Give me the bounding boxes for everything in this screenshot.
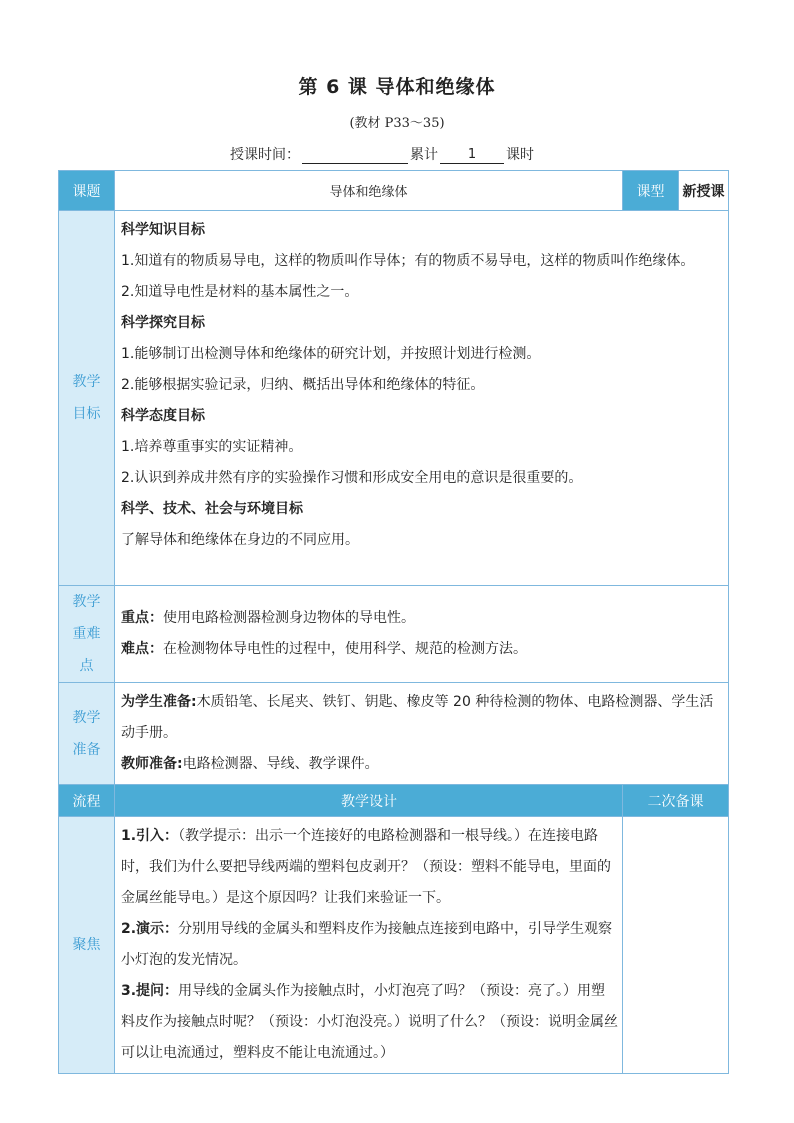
total-value: 1 bbox=[440, 147, 504, 164]
focus-step: 3.提问：用导线的金属头作为接触点时，小灯泡亮了吗？（预设：亮了。）用塑料皮作为接触点时呢？（预设：小灯泡没亮。）说明了什么？（预设：说明金属丝可以让电流通过，塑料皮不能让电流通过。） bbox=[121, 983, 618, 1061]
goal-heading: 科学探究目标 bbox=[121, 315, 205, 331]
revision-cell bbox=[623, 817, 729, 1074]
focus-step: 2.演示：分别用导线的金属头和塑料皮作为接触点连接到电路中，引导学生观察小灯泡的发光情况。 bbox=[121, 921, 613, 968]
keypoints-label: 教学重难点 bbox=[59, 586, 115, 683]
key-point: 重点：使用电路检测器检测身边物体的导电性。 bbox=[121, 610, 415, 626]
lesson-title: 第 6 课 导体和绝缘体 bbox=[298, 76, 496, 98]
flow-header-row bbox=[59, 785, 729, 817]
goal-heading: 科学知识目标 bbox=[121, 222, 205, 238]
goals-content bbox=[115, 211, 729, 586]
unit-label: 课时 bbox=[506, 147, 534, 163]
prep-content bbox=[115, 683, 729, 785]
textbook-pages: (教材 P33～35) bbox=[349, 116, 445, 131]
keypoints-content bbox=[115, 586, 729, 683]
total-label: 累计 bbox=[410, 147, 438, 163]
type-label: 课型 bbox=[623, 171, 679, 211]
type-value: 新授课 bbox=[679, 171, 729, 211]
goal-item: 2.知道导电性是材料的基本属性之一。 bbox=[121, 284, 359, 300]
goal-item: 2.认识到养成井然有序的实验操作习惯和形成安全用电的意识是很重要的。 bbox=[121, 470, 583, 486]
focus-step: 1.引入：（教学提示：出示一个连接好的电路检测器和一根导线。）在连接电路时，我们为什么要把导线两端的塑料包皮剥开？（预设：塑料不能导电，里面的金属丝能导电。）是这个原因吗？让我们来验证一下。 bbox=[121, 828, 611, 906]
focus-row bbox=[59, 817, 729, 1074]
goal-heading: 科学态度目标 bbox=[121, 408, 205, 424]
flow-col-header: 流程 bbox=[59, 785, 115, 817]
topic-row bbox=[59, 171, 729, 211]
prep-label: 教学准备 bbox=[59, 683, 115, 785]
difficult-point: 难点：在检测物体导电性的过程中，使用科学、规范的检测方法。 bbox=[121, 641, 527, 657]
teacher-prep: 教师准备:电路检测器、导线、教学课件。 bbox=[121, 756, 379, 772]
topic-label: 课题 bbox=[59, 171, 115, 211]
keypoints-row bbox=[59, 586, 729, 683]
time-blank bbox=[302, 147, 408, 164]
lesson-time-line bbox=[230, 144, 534, 164]
topic-value: 导体和绝缘体 bbox=[115, 171, 623, 211]
prep-row bbox=[59, 683, 729, 785]
goal-item: 1.能够制订出检测导体和绝缘体的研究计划，并按照计划进行检测。 bbox=[121, 346, 541, 362]
revision-col-header: 二次备课 bbox=[623, 785, 729, 817]
goal-item: 1.培养尊重事实的实证精神。 bbox=[121, 439, 303, 455]
goals-label: 教学目标 bbox=[59, 211, 115, 586]
goal-item: 了解导体和绝缘体在身边的不同应用。 bbox=[121, 532, 359, 548]
student-prep: 为学生准备:木质铅笔、长尾夹、铁钉、钥匙、橡皮等 20 种待检测的物体、电路检测器、学生活动手册。 bbox=[121, 694, 714, 741]
goal-heading: 科学、技术、社会与环境目标 bbox=[121, 501, 303, 517]
focus-content bbox=[115, 817, 623, 1074]
design-col-header: 教学设计 bbox=[115, 785, 623, 817]
lesson-plan-table bbox=[58, 170, 729, 1074]
goals-row bbox=[59, 211, 729, 586]
goal-item: 1.知道有的物质易导电，这样的物质叫作导体；有的物质不易导电，这样的物质叫作绝缘体。 bbox=[121, 253, 695, 269]
goal-item: 2.能够根据实验记录，归纳、概括出导体和绝缘体的特征。 bbox=[121, 377, 485, 393]
time-label: 授课时间： bbox=[230, 147, 300, 163]
focus-label: 聚焦 bbox=[59, 817, 115, 1074]
